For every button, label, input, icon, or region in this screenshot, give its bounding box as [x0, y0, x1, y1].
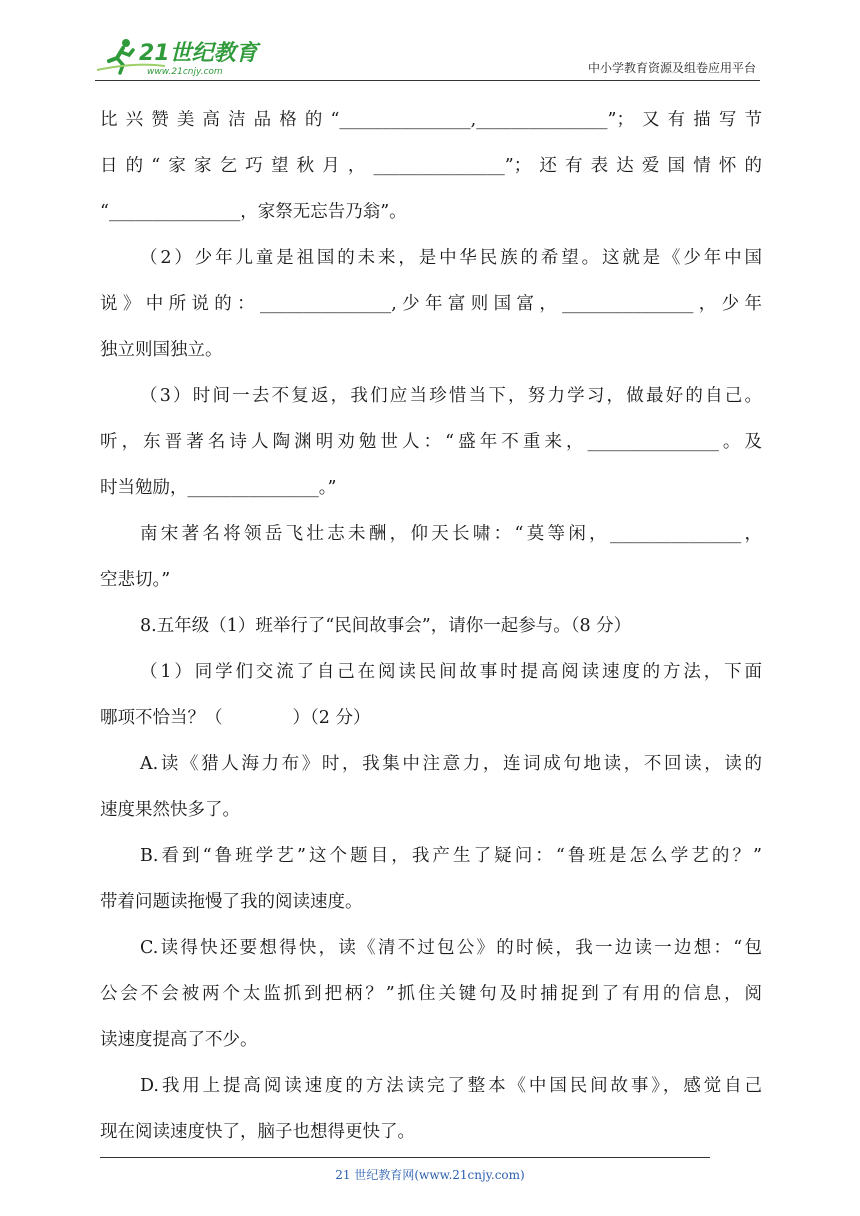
question-heading: 8.五年级（1）班举行了“民间故事会”，请你一起参与。（8 分）: [140, 616, 632, 636]
text-line: 听，东晋著名诗人陶渊明劝勉世人：“盛年不重来，_______________。及: [100, 432, 762, 452]
platform-label: 中小学教育资源及组卷应用平台: [587, 61, 756, 75]
logo-url: www.21cnjy.com: [147, 67, 223, 77]
option-a-cont: 速度果然快多了。: [100, 800, 240, 820]
option-d: D.我用上提高阅读速度的方法读完了整本《中国民间故事》，感觉自己: [140, 1076, 762, 1096]
document-body: [100, 97, 762, 1155]
text-line: 南宋著名将领岳飞壮志未酬，仰天长啸：“莫等闲，_______________，: [140, 524, 762, 544]
footer-divider: [100, 1157, 710, 1158]
text-line: 说》中所说的：_______________,少年富则国富，_______________，少年: [100, 294, 762, 314]
logo-text: 21世纪教育: [139, 41, 258, 66]
option-a: A.读《猎人海力布》时，我集中注意力，连词成句地读，不回读，读的: [140, 754, 762, 774]
page-header: [95, 30, 760, 81]
site-logo[interactable]: [95, 34, 265, 78]
option-d-cont: 现在阅读速度快了，脑子也想得更快了。: [100, 1122, 415, 1142]
text-line: 空悲切。”: [100, 570, 171, 590]
text-line: （3）时间一去不复返，我们应当珍惜当下，努力学习，做最好的自己。: [140, 386, 762, 406]
text-line: 时当勉励，_______________。”: [100, 478, 337, 498]
option-b-cont: 带着问题读拖慢了我的阅读速度。: [100, 892, 363, 912]
text-line: （1）同学们交流了自己在阅读民间故事时提高阅读速度的方法，下面: [140, 662, 762, 682]
footer-link[interactable]: 21 世纪教育网(www.21cnjy.com): [335, 1168, 525, 1182]
option-b: B.看到“鲁班学艺”这个题目，我产生了疑问：“鲁班是怎么学艺的？”: [140, 846, 762, 866]
text-line: 哪项不恰当？（ ）（2 分）: [100, 708, 371, 728]
text-line: 独立则国独立。: [100, 340, 223, 360]
text-line: （2）少年儿童是祖国的未来，是中华民族的希望。这就是《少年中国: [140, 248, 762, 268]
text-line: 日的“家家乞巧望秋月，_______________”；还有表达爱国情怀的: [100, 156, 762, 176]
text-line: 比兴赞美高洁品格的“_______________,_______________”；又有描写节: [100, 110, 762, 130]
option-c-cont: 公会不会被两个太监抓到把柄？”抓住关键句及时捕捉到了有用的信息，阅: [100, 984, 762, 1004]
option-c-cont: 读速度提高了不少。: [100, 1030, 258, 1050]
option-c: C.读得快还要想得快，读《清不过包公》的时候，我一边读一边想：“包: [140, 938, 762, 958]
text-line: “_______________，家祭无忘告乃翁”。: [100, 202, 407, 222]
logo-graphic: [95, 34, 265, 78]
